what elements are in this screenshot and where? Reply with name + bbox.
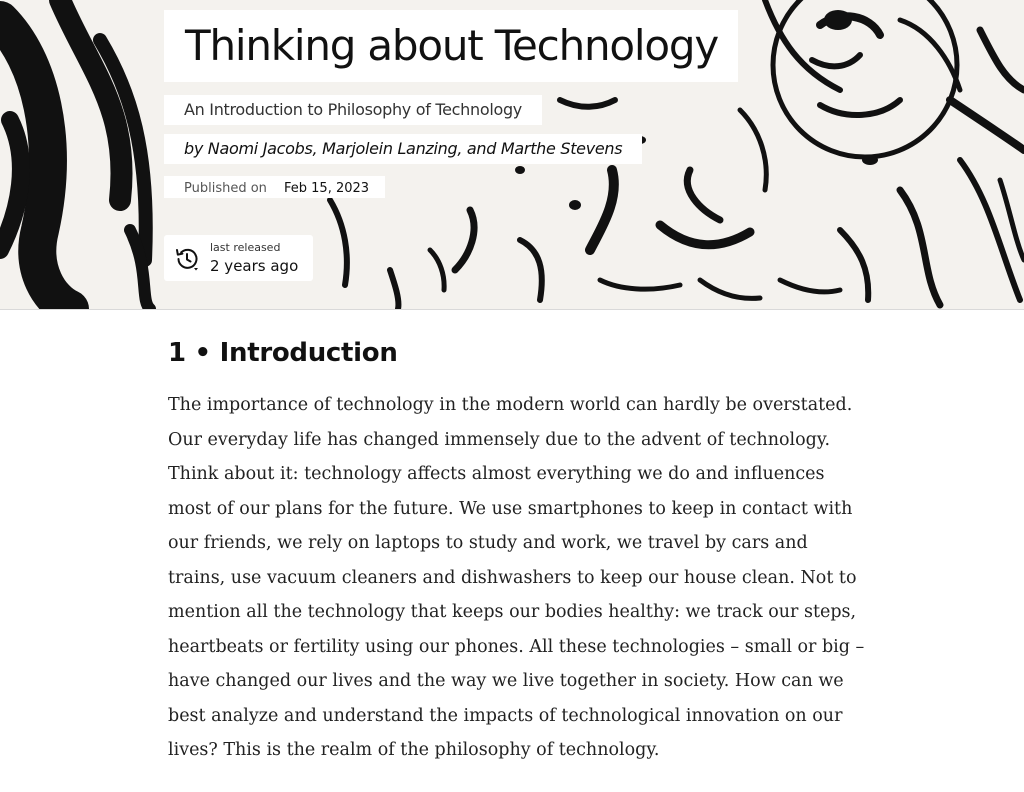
- release-history-button[interactable]: [164, 235, 313, 281]
- authors-label: [164, 134, 642, 164]
- release-value: 2 years ago: [210, 257, 299, 275]
- hero-banner: [0, 0, 1024, 310]
- title-label: [164, 10, 738, 82]
- chapter-paragraph: The importance of technology in the modern world can hardly be overstated. Our everyday life has changed immensely due to the advent of technology. Think about it: technology affects almost everything we do and influences most of our plans for the future. We use smartphones to keep in contact with our friends, we rely on laptops to study and work, we travel by cars and trains, use vacuum cleaners and dishwashers to keep our house clean. Not to mention all the technology that keeps our bodies healthy: we track our steps, heartbeats or fertility using our phones. All these technologies – small or big – have changed our lives and the way we live together in society. How can we best analyze and understand the impacts of technological innovation on our lives? This is the realm of the philosophy of technology.: [168, 395, 865, 760]
- book-subtitle: An Introduction to Philosophy of Technology: [184, 100, 522, 119]
- published-label: Published on: [184, 181, 267, 196]
- chapter-content: [168, 330, 868, 768]
- book-authors: by Naomi Jacobs, Marjolein Lanzing, and Marthe Stevens: [184, 139, 623, 158]
- history-icon: [174, 246, 200, 272]
- published-info: [164, 176, 385, 198]
- subtitle-label: [164, 95, 542, 125]
- release-label: last released: [210, 241, 281, 254]
- book-title: Thinking about Technology: [185, 21, 718, 70]
- chapter-heading: 1 • Introduction: [168, 338, 398, 368]
- published-date: Feb 15, 2023: [284, 181, 370, 196]
